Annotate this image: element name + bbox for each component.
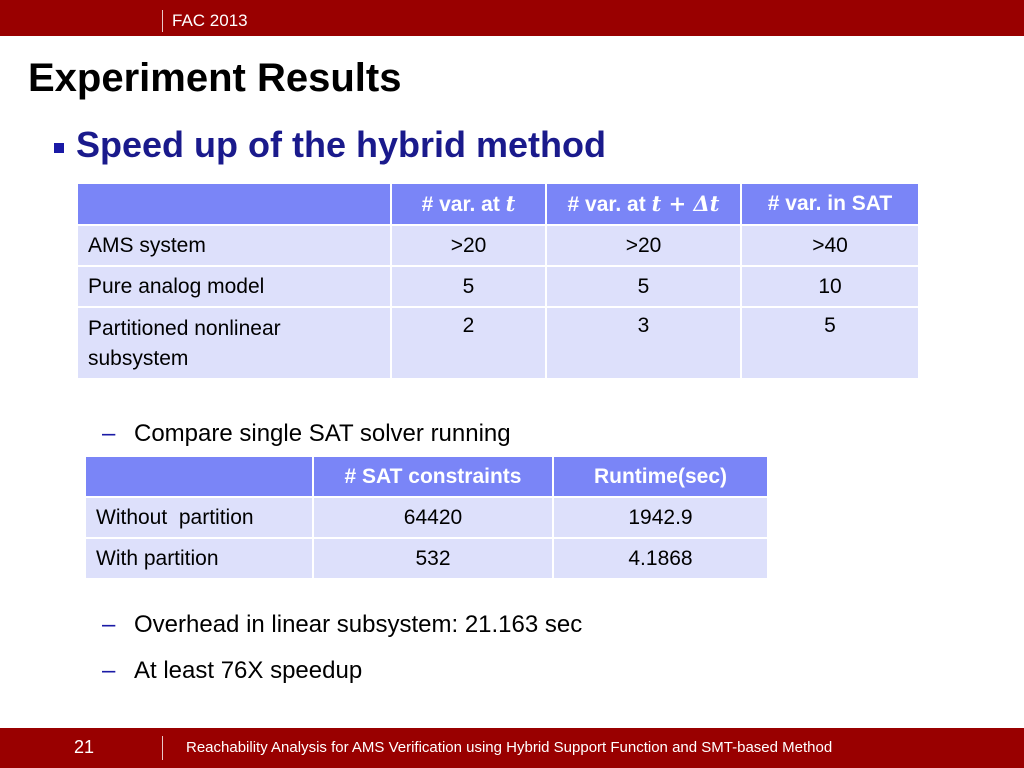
- dash-bullet-icon: –: [102, 611, 116, 638]
- table-cell: Partitioned nonlinear subsystem: [77, 307, 391, 379]
- table-cell: 3: [546, 307, 741, 379]
- subtitle-bullet: [54, 124, 606, 166]
- table-cell: AMS system: [77, 225, 391, 266]
- bullet-item: [102, 657, 362, 685]
- table-cell: 5: [741, 307, 919, 379]
- table-cell: 1942.9: [553, 497, 768, 538]
- slide-title: Experiment Results: [28, 56, 402, 100]
- table-cell: With partition: [85, 538, 313, 579]
- table-cell: 532: [313, 538, 553, 579]
- page-number: 21: [74, 737, 95, 757]
- footer-text: Reachability Analysis for AMS Verification using Hybrid Support Function and SMT-based Method: [186, 739, 833, 756]
- table-cell: 5: [546, 266, 741, 307]
- top-bar: [0, 0, 1024, 36]
- table-header-cell: # var. in SAT: [741, 183, 919, 225]
- square-bullet-icon: [54, 143, 64, 153]
- math-t-plus-dt: t + Δt: [651, 191, 720, 216]
- table-header-cell: # SAT constraints: [313, 456, 553, 497]
- table-header-cell: [391, 183, 546, 225]
- bullet-text: At least 76X speedup: [134, 657, 363, 684]
- dash-bullet-icon: –: [102, 420, 116, 447]
- table-cell: 4.1868: [553, 538, 768, 579]
- table-cell: Without partition: [85, 497, 313, 538]
- subtitle-text: Speed up of the hybrid method: [76, 124, 606, 165]
- table-cell: Pure analog model: [77, 266, 391, 307]
- table-header-cell: [546, 183, 741, 225]
- dash-bullet-icon: –: [102, 657, 116, 684]
- table-row: [77, 266, 919, 307]
- variables-table: [76, 182, 920, 380]
- table-row: [77, 225, 919, 266]
- bullet-text: Overhead in linear subsystem: 21.163 sec: [134, 611, 583, 638]
- runtime-table: [84, 455, 769, 580]
- table-cell: >20: [391, 225, 546, 266]
- conference-label: FAC 2013: [172, 11, 248, 30]
- header-separator: [162, 10, 163, 32]
- bullet-item: [102, 420, 511, 448]
- table-header-row: [77, 183, 919, 225]
- bullet-text: Compare single SAT solver running: [134, 420, 511, 447]
- table-cell: >20: [546, 225, 741, 266]
- table-row: [85, 538, 768, 579]
- bullet-item: [102, 611, 582, 639]
- table-cell: 10: [741, 266, 919, 307]
- footer-bar: [0, 728, 1024, 768]
- footer-separator: [162, 736, 163, 760]
- table-header-cell: [77, 183, 391, 225]
- table-cell: >40: [741, 225, 919, 266]
- header-text: # var. at: [421, 193, 506, 216]
- table-cell: 5: [391, 266, 546, 307]
- table-row: [77, 307, 919, 379]
- table-cell: 64420: [313, 497, 553, 538]
- table-header-row: [85, 456, 768, 497]
- table-header-cell: Runtime(sec): [553, 456, 768, 497]
- table-cell: 2: [391, 307, 546, 379]
- math-t: t: [505, 191, 516, 216]
- table-row: [85, 497, 768, 538]
- table-header-cell: [85, 456, 313, 497]
- header-text: # var. at: [567, 193, 652, 216]
